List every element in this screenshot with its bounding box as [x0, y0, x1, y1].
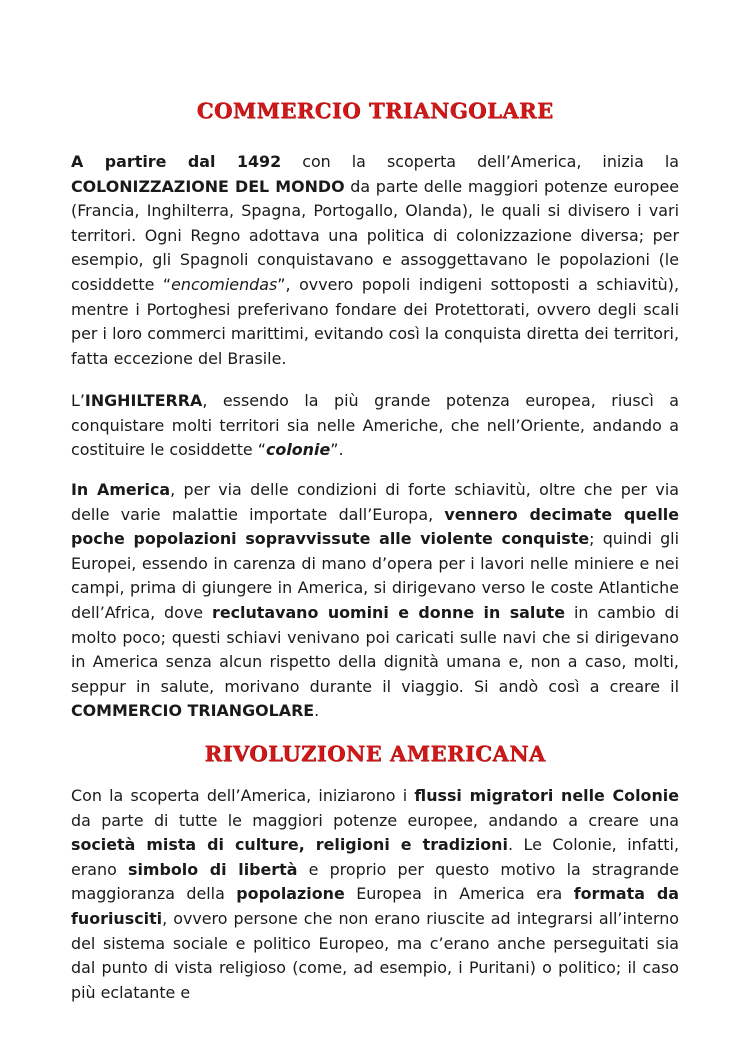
text-run: e proprio per questo motivo la stragrande maggioranza della	[71, 859, 679, 904]
text-run: simbolo di libertà	[128, 859, 298, 879]
text-run: COLONIZZAZIONE DEL MONDO	[71, 176, 345, 196]
text-run: INGHILTERRA	[84, 391, 203, 410]
text-run: da parte di tutte le maggiori potenze europee, andando a creare una	[71, 810, 679, 830]
text-run: , per via delle condizioni di forte schiavitù, oltre che per via delle varie malattie importate dall’Europa,	[71, 480, 679, 524]
text-run: ”, ovvero popoli indigeni sottoposti a schiavitù), mentre i Portoghesi preferivano fondare dei Protettorati, ovvero degli scali per i loro commerci marittimi, evitando così la conquista diretta dei territori, fatta eccezione del Brasile.	[71, 274, 680, 368]
text-run: , ovvero persone che non erano riuscite ad integrarsi all’interno del sistema sociale e politico Europeo, ma c’erano anche perseguitati sia dal punto di vista religioso (come, ad esempio, i Puritani) o politico; il caso più eclatante e	[71, 908, 679, 1002]
text-run: colonie	[265, 440, 331, 460]
paragraph-flussi-migratori	[71, 784, 679, 1005]
text-run: in cambio di molto poco; questi schiavi venivano poi caricati sulle navi che si dirigevano in America senza alcun rispetto della dignità umana e, non a caso, molti, seppur in salute, morivano durante il viaggio. Si andò così a creare il	[71, 602, 679, 696]
text-run: vennero decimate quelle poche popolazioni sopravvissute alle violente conquiste	[71, 504, 679, 549]
text-run: ”.	[330, 440, 344, 460]
paragraph-in-america	[71, 478, 679, 724]
text-run: società mista di culture, religioni e tradizioni	[71, 835, 508, 855]
section-title-commercio-triangolare: COMMERCIO TRIANGOLARE	[196, 98, 554, 123]
text-run: Con la scoperta dell’America, iniziarono i	[71, 786, 415, 805]
text-run: COMMERCIO TRIANGOLARE	[71, 701, 315, 721]
text-run: encomiendas	[171, 274, 278, 294]
text-run: formata da fuoriusciti	[71, 884, 679, 928]
section-title-rivoluzione-americana: RIVOLUZIONE AMERICANA	[204, 741, 546, 766]
paragraph-inghilterra	[71, 389, 679, 463]
text-run: reclutavano uomini e donne in salute	[211, 602, 566, 622]
text-run: A partire dal 1492	[71, 152, 282, 171]
text-run: L’	[71, 391, 85, 410]
text-run: Europea in America era	[344, 884, 574, 904]
text-run: ; quindi gli Europei, essendo in carenza di mano d’opera per i lavori nelle miniere e nei campi, prima di giungere in America, si dirigevano verso le coste Atlantiche dell’Africa, dove	[71, 529, 679, 622]
paragraph-colonizzazione	[71, 150, 679, 371]
text-run: popolazione	[236, 884, 345, 904]
text-run: da parte delle maggiori potenze europee (Francia, Inghilterra, Spagna, Portogallo, Olanda), le quali si divisero i vari territori. Ogni Regno adottava una politica di colonizzazione diversa; per esempio, gli Spagnoli conquistavano e assoggettavano le popolazioni (le cosiddette “	[71, 176, 679, 294]
text-run: , essendo la più grande potenza europea, riuscì a conquistare molti territori sia nelle Americhe, che nell’Oriente, andando a costituire le cosiddette “	[71, 391, 679, 460]
text-run: .	[314, 701, 320, 721]
text-run: flussi migratori nelle Colonie	[414, 786, 680, 805]
text-run: . Le Colonie, infatti, erano	[71, 835, 679, 879]
text-run: In America	[71, 480, 171, 499]
text-run: con la scoperta dell’America, inizia la	[281, 152, 680, 171]
